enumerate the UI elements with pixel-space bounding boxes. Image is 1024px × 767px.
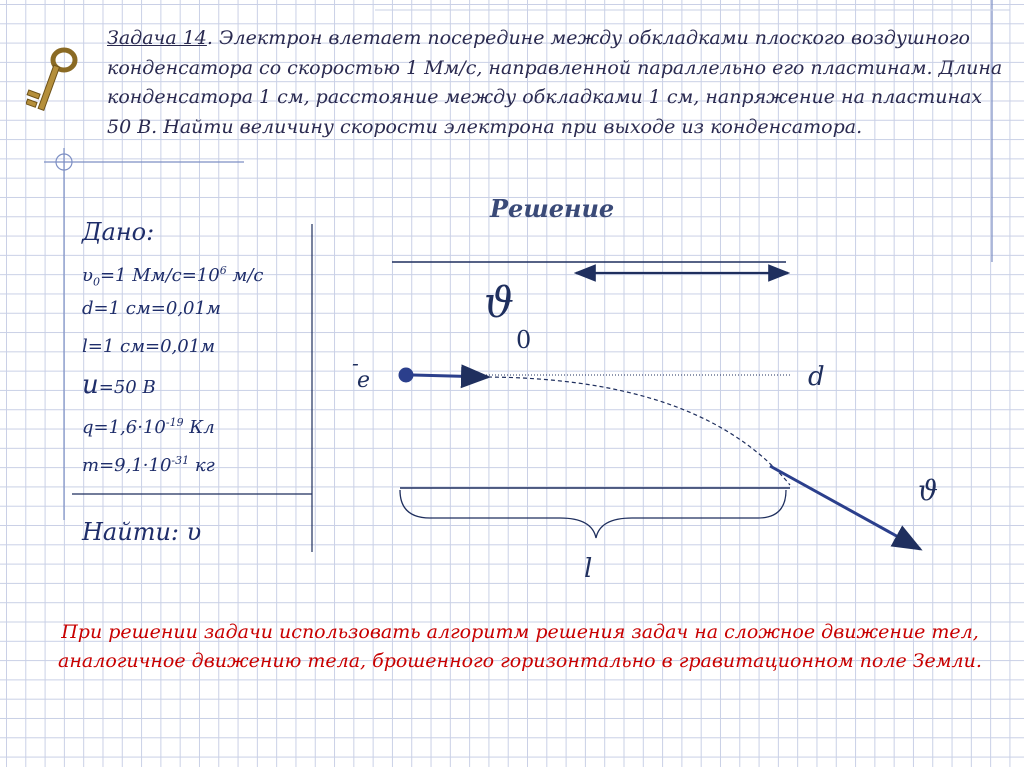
v-symbol: ϑ (918, 474, 939, 507)
v0-arrow (413, 375, 488, 377)
electron-label: e (357, 368, 371, 393)
d-label: d (808, 362, 825, 392)
find-label: Найти: υ (82, 518, 202, 546)
v0-symbol: ϑ (484, 278, 515, 327)
given-d: d=1 см=0,01м (82, 298, 221, 319)
given-q: $q=1,6\cdot 10^{-19}$ Кл (82, 416, 215, 438)
v0-subscript: 0 (516, 326, 532, 354)
electron-sign: - (352, 351, 359, 375)
l-label: l (584, 554, 593, 584)
task-label: Задача 14 (107, 27, 207, 49)
solution-heading: Решение (490, 194, 615, 223)
given-l: l=1 см=0,01м (82, 336, 216, 357)
given-v0: $\upsilon_0=1$ $Мм/с=10^6$ м/с (82, 264, 264, 289)
given-title: Дано: (82, 218, 155, 246)
trajectory (488, 377, 790, 485)
electron-dot (399, 368, 414, 383)
method-note: При решении задачи использовать алгоритм решения задач на сложное движение тел, аналогичное движению тела, брошенного горизонтально в гравитационном поле Земли. (58, 621, 982, 672)
length-brace (400, 490, 786, 538)
task-text: . Электрон влетает посередине между обкладками плоского воздушного конденсатора со скоростью 1 Мм/с, направленной параллельно его пластинам. Длина конденсатора 1 см, расстояние между обкладками 1 см, напряжение на пластинах 50 В. Найти величину скорости электрона при выходе из конденсатора. (107, 27, 1003, 138)
given-u: u=50 В (82, 370, 156, 400)
exit-velocity-arrow (770, 466, 920, 549)
given-m: $m=9,1\cdot 10^{-31}$ кг (82, 454, 215, 476)
